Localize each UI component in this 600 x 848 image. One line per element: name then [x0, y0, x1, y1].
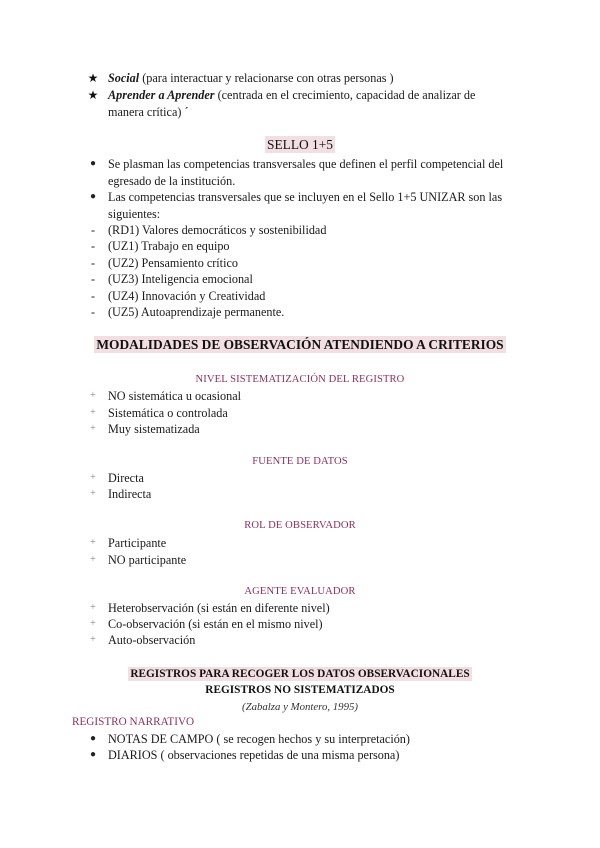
plus-icon: +	[90, 537, 96, 548]
section-title-sello	[0, 137, 600, 153]
list-item: Auto-observación	[108, 633, 196, 647]
citation: (Zabalza y Montero, 1995)	[242, 701, 358, 713]
item-text: (centrada en el crecimiento, capacidad de analizar de	[214, 88, 476, 102]
plus-icon: +	[90, 390, 96, 401]
registros-title: REGISTROS PARA RECOGER LOS DATOS OBSERVACIONALES	[130, 668, 470, 680]
dash-icon: -	[90, 272, 96, 286]
list-item: Co-observación (si están en el mismo nivel)	[108, 617, 323, 631]
competency-item: (UZ1) Trabajo en equipo	[108, 239, 230, 253]
list-item: Muy sistematizada	[108, 422, 200, 436]
plus-icon: +	[90, 423, 96, 434]
list-item: Heterobservación (si están en diferente nivel)	[108, 601, 330, 615]
dash-icon: -	[90, 223, 96, 237]
competency-item: (UZ4) Innovación y Creatividad	[108, 289, 266, 303]
bullet-icon: ●	[89, 158, 97, 169]
list-item: NO participante	[108, 553, 187, 567]
list-item-continuation: siguientes:	[108, 207, 161, 221]
registros-subtitle: REGISTROS NO SISTEMATIZADOS	[205, 684, 395, 696]
list-item: Se plasman las competencias transversales que definen el perfil competencial del	[108, 157, 504, 171]
list-item: Las competencias transversales que se incluyen en el Sello 1+5 UNIZAR son las	[108, 190, 503, 204]
list-item: DIARIOS ( observaciones repetidas de una misma persona)	[108, 748, 400, 762]
list-item	[108, 70, 394, 86]
dash-icon: -	[90, 305, 96, 319]
list-item: NO sistemática u ocasional	[108, 389, 242, 403]
item-title: Social	[108, 71, 140, 85]
competency-item: (UZ5) Autoaprendizaje permanente.	[108, 305, 285, 319]
plus-icon: +	[90, 488, 96, 499]
dash-icon: -	[90, 256, 96, 270]
dash-icon: -	[90, 289, 96, 303]
item-continuation: manera crítica) ´	[108, 105, 189, 119]
list-item: Indirecta	[108, 487, 152, 501]
plus-icon: +	[90, 472, 96, 483]
list-item: NOTAS DE CAMPO ( se recogen hechos y su interpretación)	[108, 732, 410, 746]
plus-icon: +	[90, 634, 96, 645]
group-heading: FUENTE DE DATOS	[252, 456, 348, 467]
list-item: Directa	[108, 471, 144, 485]
group-heading: NIVEL SISTEMATIZACIÓN DEL REGISTRO	[195, 374, 405, 385]
item-title: Aprender a Aprender	[108, 88, 215, 102]
competency-item: (UZ2) Pensamiento crítico	[108, 256, 238, 270]
list-item-continuation: egresado de la institución.	[108, 174, 236, 188]
list-item: Sistemática o controlada	[108, 406, 228, 420]
item-text: (para interactuar y relacionarse con otras personas )	[139, 71, 394, 85]
bullet-icon: ●	[89, 749, 97, 760]
plus-icon: +	[90, 554, 96, 565]
plus-icon: +	[90, 407, 96, 418]
modalidades-title: MODALIDADES DE OBSERVACIÓN ATENDIENDO A CRITERIOS	[96, 337, 504, 352]
section-title-registros	[0, 665, 600, 682]
competency-item: (UZ3) Inteligencia emocional	[108, 272, 253, 286]
sello-title: SELLO 1+5	[267, 137, 333, 152]
star-icon: ★	[87, 88, 99, 102]
competency-item: (RD1) Valores democráticos y sostenibilidad	[108, 223, 327, 237]
bullet-icon: ●	[89, 191, 97, 202]
star-icon: ★	[87, 71, 99, 85]
dash-icon: -	[90, 239, 96, 253]
group-heading: AGENTE EVALUADOR	[244, 586, 356, 597]
group-heading: ROL DE OBSERVADOR	[244, 520, 356, 531]
list-item	[108, 87, 475, 103]
plus-icon: +	[90, 602, 96, 613]
section-title-modalidades	[0, 337, 600, 353]
narrativo-heading: REGISTRO NARRATIVO	[72, 716, 195, 728]
plus-icon: +	[90, 618, 96, 629]
bullet-icon: ●	[89, 733, 97, 744]
list-item: Participante	[108, 536, 167, 550]
